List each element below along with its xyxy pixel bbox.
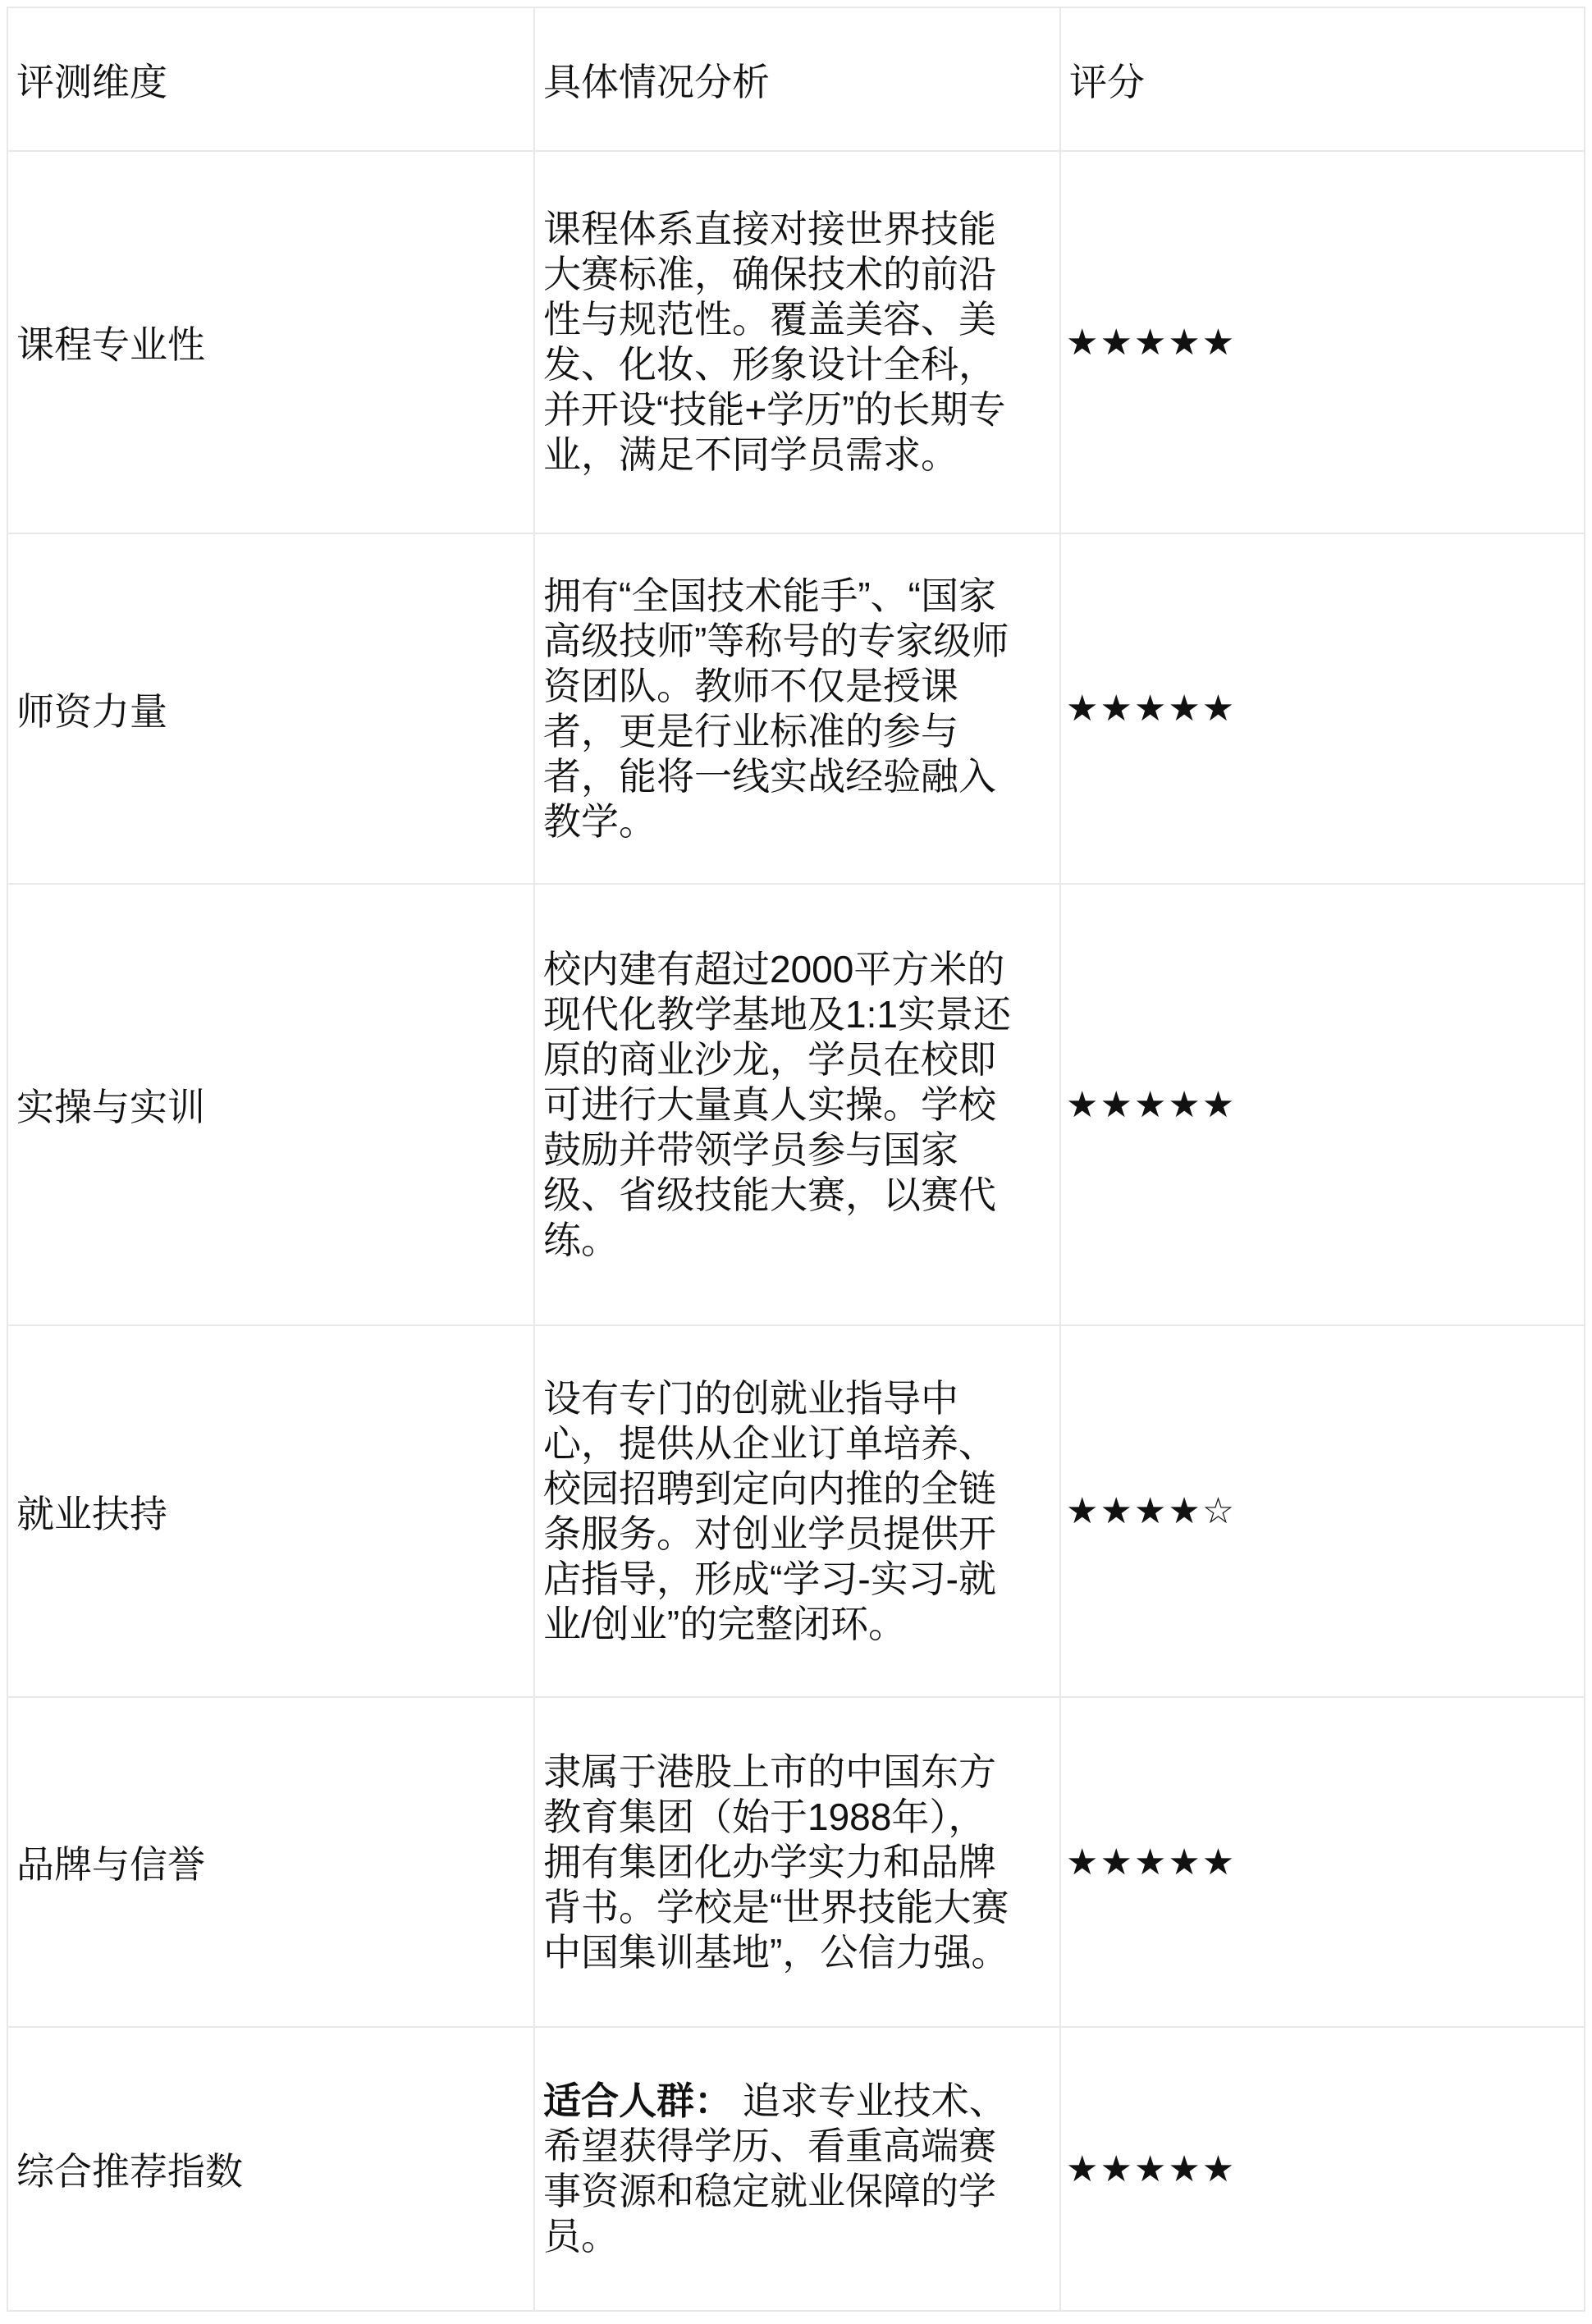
analysis-text: 隶属于港股上市的中国东方教育集团（始于1988年），拥有集团化办学实力和品牌背书。学校是“世界技能大赛中国集训基地”，公信力强。 [543, 1750, 1009, 1974]
star-rating: ★★★★★ [1066, 1841, 1237, 1883]
table-row-faculty-strength [7, 533, 1585, 884]
rating-cell [1060, 1325, 1585, 1697]
analysis-cell [534, 533, 1060, 884]
analysis-cell [534, 151, 1060, 533]
analysis-text: 设有专门的创就业指导中心，提供从企业订单培养、校园招聘到定向内推的全链条服务。对创业学员提供开店指导，形成“学习-实习-就业/创业”的完整闭环。 [543, 1376, 996, 1645]
table-row-overall-recommendation [7, 2027, 1585, 2311]
analysis-cell [534, 1325, 1060, 1697]
table-row-employment-support [7, 1325, 1585, 1697]
table-header-row [7, 7, 1585, 151]
star-rating: ★★★★★ [1066, 689, 1237, 729]
dimension-cell [7, 151, 534, 533]
dimension-cell [7, 884, 534, 1325]
dimension-cell [7, 1697, 534, 2027]
analysis-cell [534, 1697, 1060, 2027]
header-analysis [534, 7, 1060, 151]
rating-cell [1060, 2027, 1585, 2311]
rating-cell [1060, 533, 1585, 884]
rating-cell [1060, 1697, 1585, 2027]
rating-cell [1060, 151, 1585, 533]
evaluation-table [7, 7, 1585, 2312]
dimension-label: 实操与实训 [16, 1086, 205, 1128]
header-dimension-label: 评测维度 [16, 60, 167, 103]
star-rating: ★★★★☆ [1066, 1491, 1237, 1531]
dimension-label: 综合推荐指数 [16, 2150, 243, 2193]
analysis-text: 拥有“全国技术能手”、“国家高级技师”等称号的专家级师资团队。教师不仅是授课者，更是行业标准的参与者，能将一线实战经验融入教学。 [543, 574, 1009, 843]
table-row-course-professionalism [7, 151, 1585, 533]
analysis-bold-prefix: 适合人群： [543, 2079, 732, 2122]
star-rating: ★★★★★ [1066, 322, 1237, 363]
table-row-brand-reputation [7, 1697, 1585, 2027]
header-rating [1060, 7, 1585, 151]
star-rating: ★★★★★ [1066, 2148, 1237, 2189]
analysis-text: 追求专业技术、希望获得学历、看重高端赛事资源和稳定就业保障的学员。 [543, 2079, 1007, 2258]
star-rating: ★★★★★ [1066, 1084, 1237, 1125]
dimension-label: 课程专业性 [16, 323, 205, 366]
table-row-practical-training [7, 884, 1585, 1325]
dimension-cell [7, 533, 534, 884]
dimension-cell [7, 2027, 534, 2311]
dimension-label: 师资力量 [16, 689, 167, 733]
analysis-cell [534, 884, 1060, 1325]
header-dimension [7, 7, 534, 151]
dimension-label: 品牌与信誉 [16, 1843, 205, 1886]
dimension-label: 就业扶持 [16, 1492, 167, 1535]
header-analysis-label: 具体情况分析 [543, 60, 770, 103]
header-rating-label: 评分 [1069, 60, 1145, 103]
rating-cell [1060, 884, 1585, 1325]
dimension-cell [7, 1325, 534, 1697]
analysis-text: 校内建有超过2000平方米的现代化教学基地及1:1实景还原的商业沙龙，学员在校即可进行大量真人实操。学校鼓励并带领学员参与国家级、省级技能大赛，以赛代练。 [543, 947, 1011, 1261]
analysis-cell [534, 2027, 1060, 2311]
analysis-text: 课程体系直接对接世界技能大赛标准，确保技术的前沿性与规范性。覆盖美容、美发、化妆、形象设计全科，并开设“技能+学历”的长期专业，满足不同学员需求。 [543, 208, 1006, 476]
